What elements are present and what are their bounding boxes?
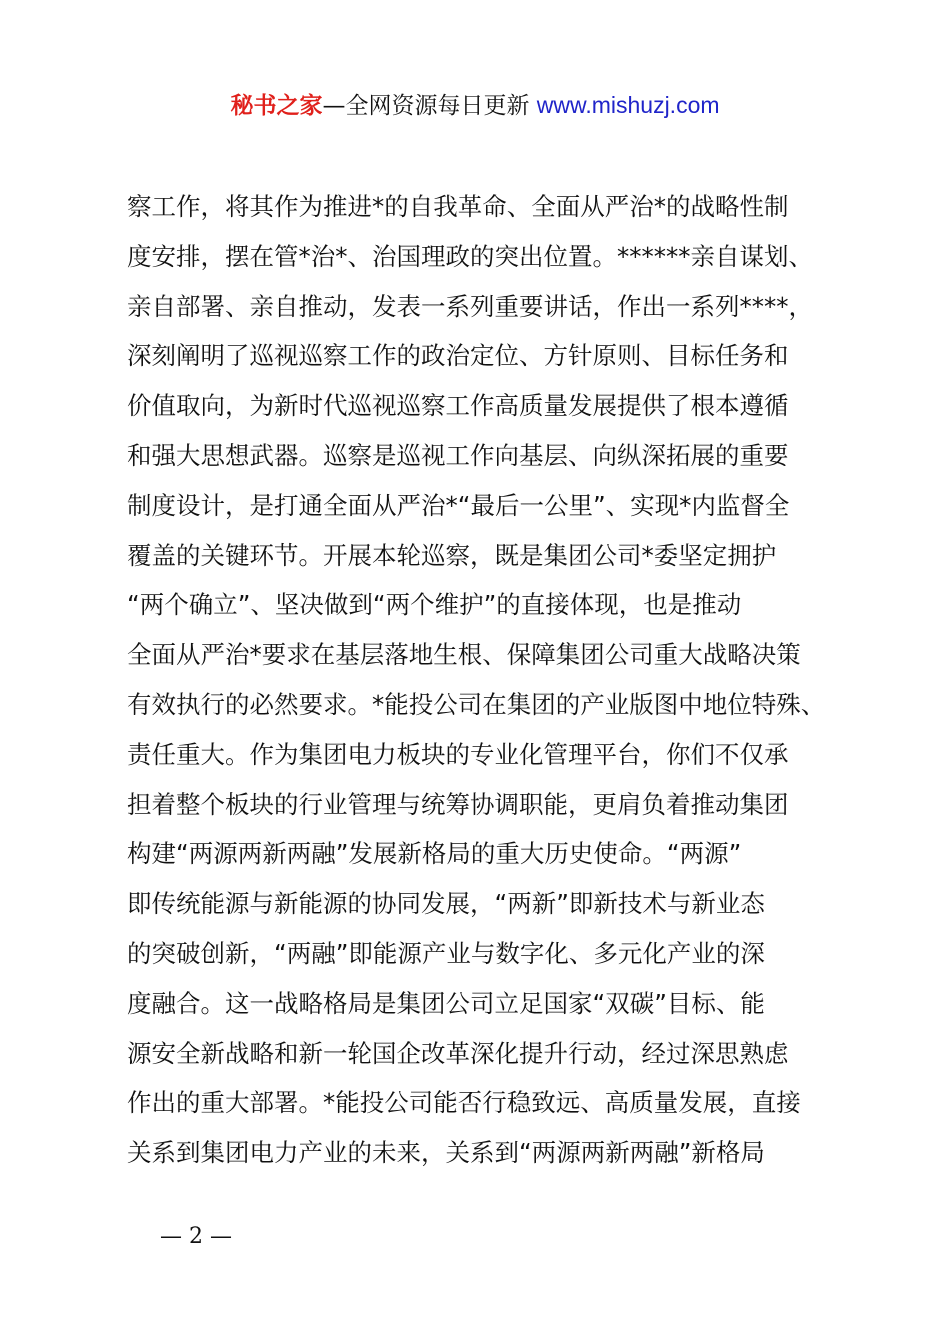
body-line: 制度设计，是打通全面从严治*“最后一公里”、实现*内监督全 <box>127 490 790 520</box>
body-line: 全面从严治*要求在基层落地生根、保障集团公司重大战略决策 <box>127 640 801 670</box>
body-line: 亲自部署、亲自推动，发表一系列重要讲话，作出一系列****， <box>127 291 813 321</box>
body-line: 作出的重大部署。*能投公司能否行稳致远、高质量发展，直接 <box>127 1088 801 1118</box>
body-line: 度安排，摆在管*治*、治国理政的突出位置。******亲自谋划、 <box>127 241 813 271</box>
body-line: 关系到集团电力产业的未来，关系到“两源两新两融”新格局 <box>127 1138 765 1168</box>
body-line: 源安全新战略和新一轮国企改革深化提升行动，经过深思熟虑 <box>127 1038 789 1068</box>
body-line: 有效执行的必然要求。*能投公司在集团的产业版图中地位特殊、 <box>127 689 826 719</box>
document-body <box>127 182 837 1178</box>
body-line: 覆盖的关键环节。开展本轮巡察，既是集团公司*委坚定拥护 <box>127 540 777 570</box>
body-line: 担着整个板块的行业管理与统筹协调职能，更肩负着推动集团 <box>127 789 789 819</box>
body-line: 责任重大。作为集团电力板块的专业化管理平台，你们不仅承 <box>127 739 789 769</box>
website-link[interactable]: www.mishuzj.com <box>536 92 720 118</box>
body-line: 深刻阐明了巡视巡察工作的政治定位、方针原则、目标任务和 <box>127 341 789 371</box>
body-line: 和强大思想武器。巡察是巡视工作向基层、向纵深拓展的重要 <box>127 440 789 470</box>
header-tagline: —全网资源每日更新 <box>322 93 537 119</box>
body-line: 度融合。这一战略格局是集团公司立足国家“双碳”目标、能 <box>127 988 765 1018</box>
body-line: 的突破创新，“两融”即能源产业与数字化、多元化产业的深 <box>127 938 765 968</box>
body-line: 价值取向，为新时代巡视巡察工作高质量发展提供了根本遵循 <box>127 391 789 421</box>
body-line: 察工作，将其作为推进*的自我革命、全面从严治*的战略性制 <box>127 192 789 221</box>
body-line: 构建“两源两新两融”发展新格局的重大历史使命。“两源” <box>127 839 742 869</box>
body-line: 即传统能源与新能源的协同发展，“两新”即新技术与新业态 <box>127 889 765 919</box>
body-line: “两个确立”、坚决做到“两个维护”的直接体现，也是推动 <box>127 590 742 620</box>
page-header <box>0 88 950 123</box>
brand-name: 秘书之家 <box>230 93 323 119</box>
page-number: — 2 — <box>160 1224 232 1249</box>
